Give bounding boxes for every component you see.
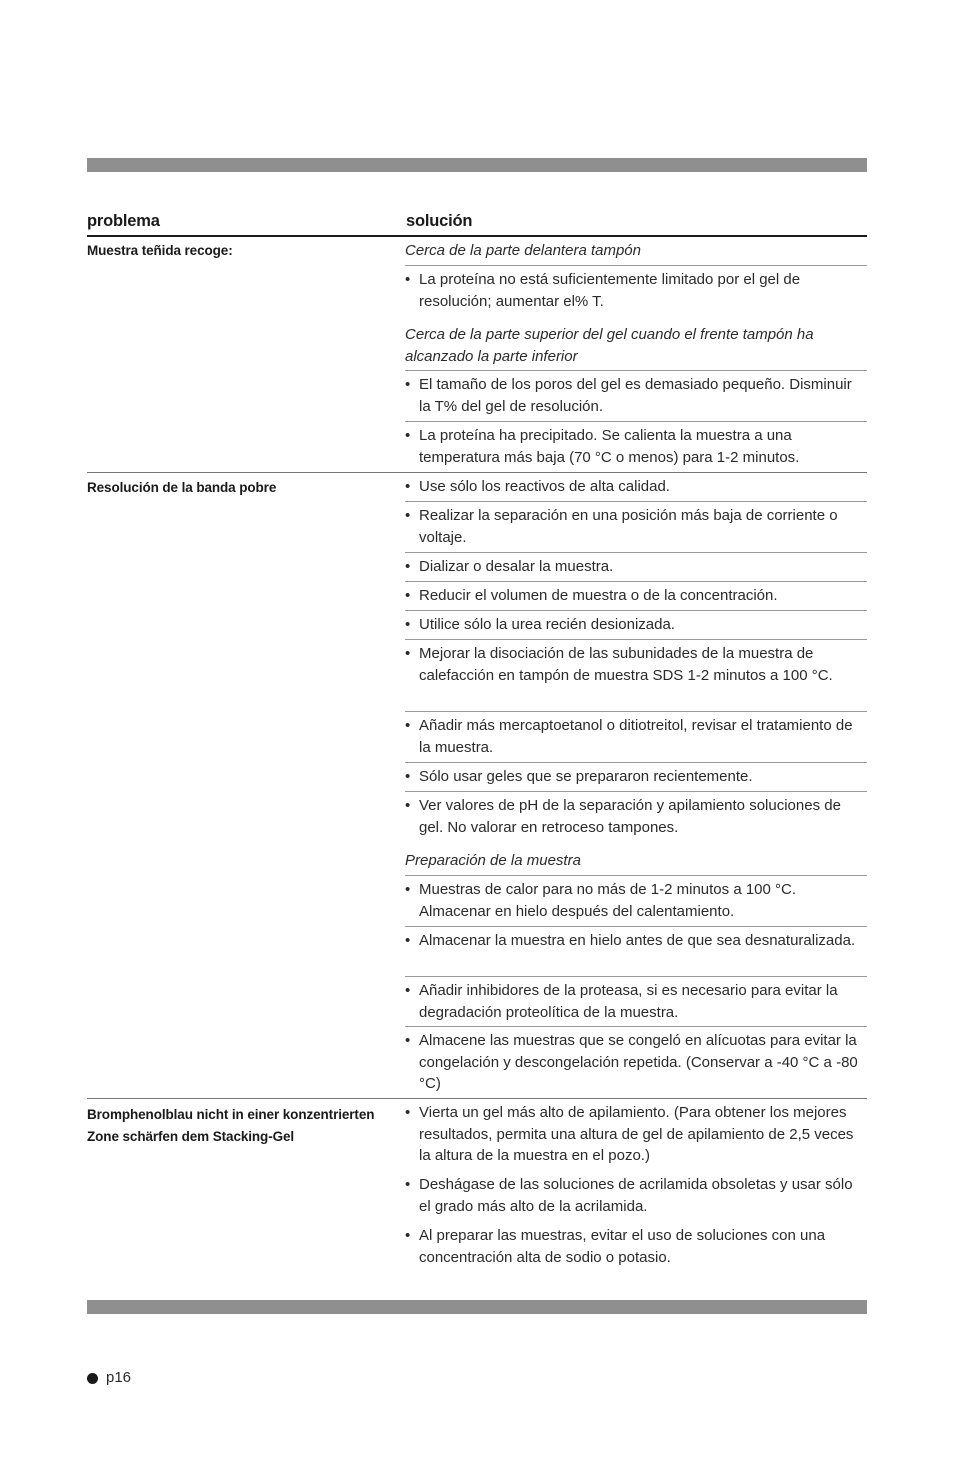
solution-column-header: solución xyxy=(406,212,473,230)
solution-item: • Añadir más mercaptoetanol o ditiotreitol, revisar el tratamiento de la muestra. xyxy=(405,711,867,758)
troubleshooting-row xyxy=(87,1098,867,1278)
solution-item: • Sólo usar geles que se prepararon recientemente. xyxy=(405,762,867,788)
solution-item: • Añadir inhibidores de la proteasa, si es necesario para evitar la degradación proteolítica de la muestra. xyxy=(405,976,867,1023)
solution-item: • Deshágase de las soluciones de acrilamida obsoletas y usar sólo el grado más alto de la acrilamida. xyxy=(405,1174,867,1217)
solution-subheading: Cerca de la parte delantera tampón xyxy=(405,242,641,259)
solution-item: • Muestras de calor para no más de 1-2 minutos a 100 °C. Almacenar en hielo después del calentamiento. xyxy=(405,875,867,922)
problem-column-header: problema xyxy=(87,212,160,230)
solution-item: • Al preparar las muestras, evitar el uso de soluciones con una concentración alta de sodio o potasio. xyxy=(405,1225,867,1268)
problem-label: Muestra teñida recoge: xyxy=(87,243,233,258)
solution-subheading: Preparación de la muestra xyxy=(405,852,581,869)
page-number: p16 xyxy=(106,1369,132,1386)
solution-subheading: Cerca de la parte superior del gel cuando el frente tampón ha alcanzado la parte inferior xyxy=(405,326,814,365)
solution-item: • Mejorar la disociación de las subunidades de la muestra de calefacción en tampón de muestra SDS 1-2 minutos a 100 °C. xyxy=(405,639,867,686)
page-footer xyxy=(87,1368,131,1388)
solution-item: • Utilice sólo la urea recién desionizada. xyxy=(405,610,867,636)
solution-item: • Dializar o desalar la muestra. xyxy=(405,552,867,578)
solution-item: • La proteína ha precipitado. Se calienta la muestra a una temperatura más baja (70 °C o menos) para 1-2 minutos. xyxy=(405,421,867,468)
solution-item: • Almacene las muestras que se congeló en alícuotas para evitar la congelación y descongelación repetida. (Conservar a -40 °C a -80 °C) xyxy=(405,1026,867,1095)
problem-label: Resolución de la banda pobre xyxy=(87,480,277,495)
header-rule xyxy=(87,235,867,237)
solution-item: • Reducir el volumen de muestra o de la concentración. xyxy=(405,581,867,607)
solution-item: • Use sólo los reactivos de alta calidad. xyxy=(405,476,867,498)
solution-item: • Almacenar la muestra en hielo antes de que sea desnaturalizada. xyxy=(405,926,867,952)
solution-item: • Ver valores de pH de la separación y apilamiento soluciones de gel. No valorar en retroceso tampones. xyxy=(405,791,867,838)
solution-item: • Vierta un gel más alto de apilamiento. (Para obtener los mejores resultados, permita una altura de gel de apilamiento de 2,5 veces la altura de la muestra en el pozo.) xyxy=(405,1102,867,1167)
top-decorative-bar xyxy=(87,158,867,172)
solution-item: • El tamaño de los poros del gel es demasiado pequeño. Disminuir la T% del gel de resolución. xyxy=(405,370,867,417)
problem-label: Bromphenolblau nicht in einer konzentrierten Zone schärfen dem Stacking-Gel xyxy=(87,1107,375,1144)
solution-item: • Realizar la separación en una posición más baja de corriente o voltaje. xyxy=(405,501,867,548)
bottom-decorative-bar xyxy=(87,1300,867,1314)
solution-item: • La proteína no está suficientemente limitado por el gel de resolución; aumentar el% T. xyxy=(405,265,867,312)
bullet-dot-icon xyxy=(87,1373,98,1384)
troubleshooting-row xyxy=(87,240,867,472)
troubleshooting-row xyxy=(87,472,867,1098)
